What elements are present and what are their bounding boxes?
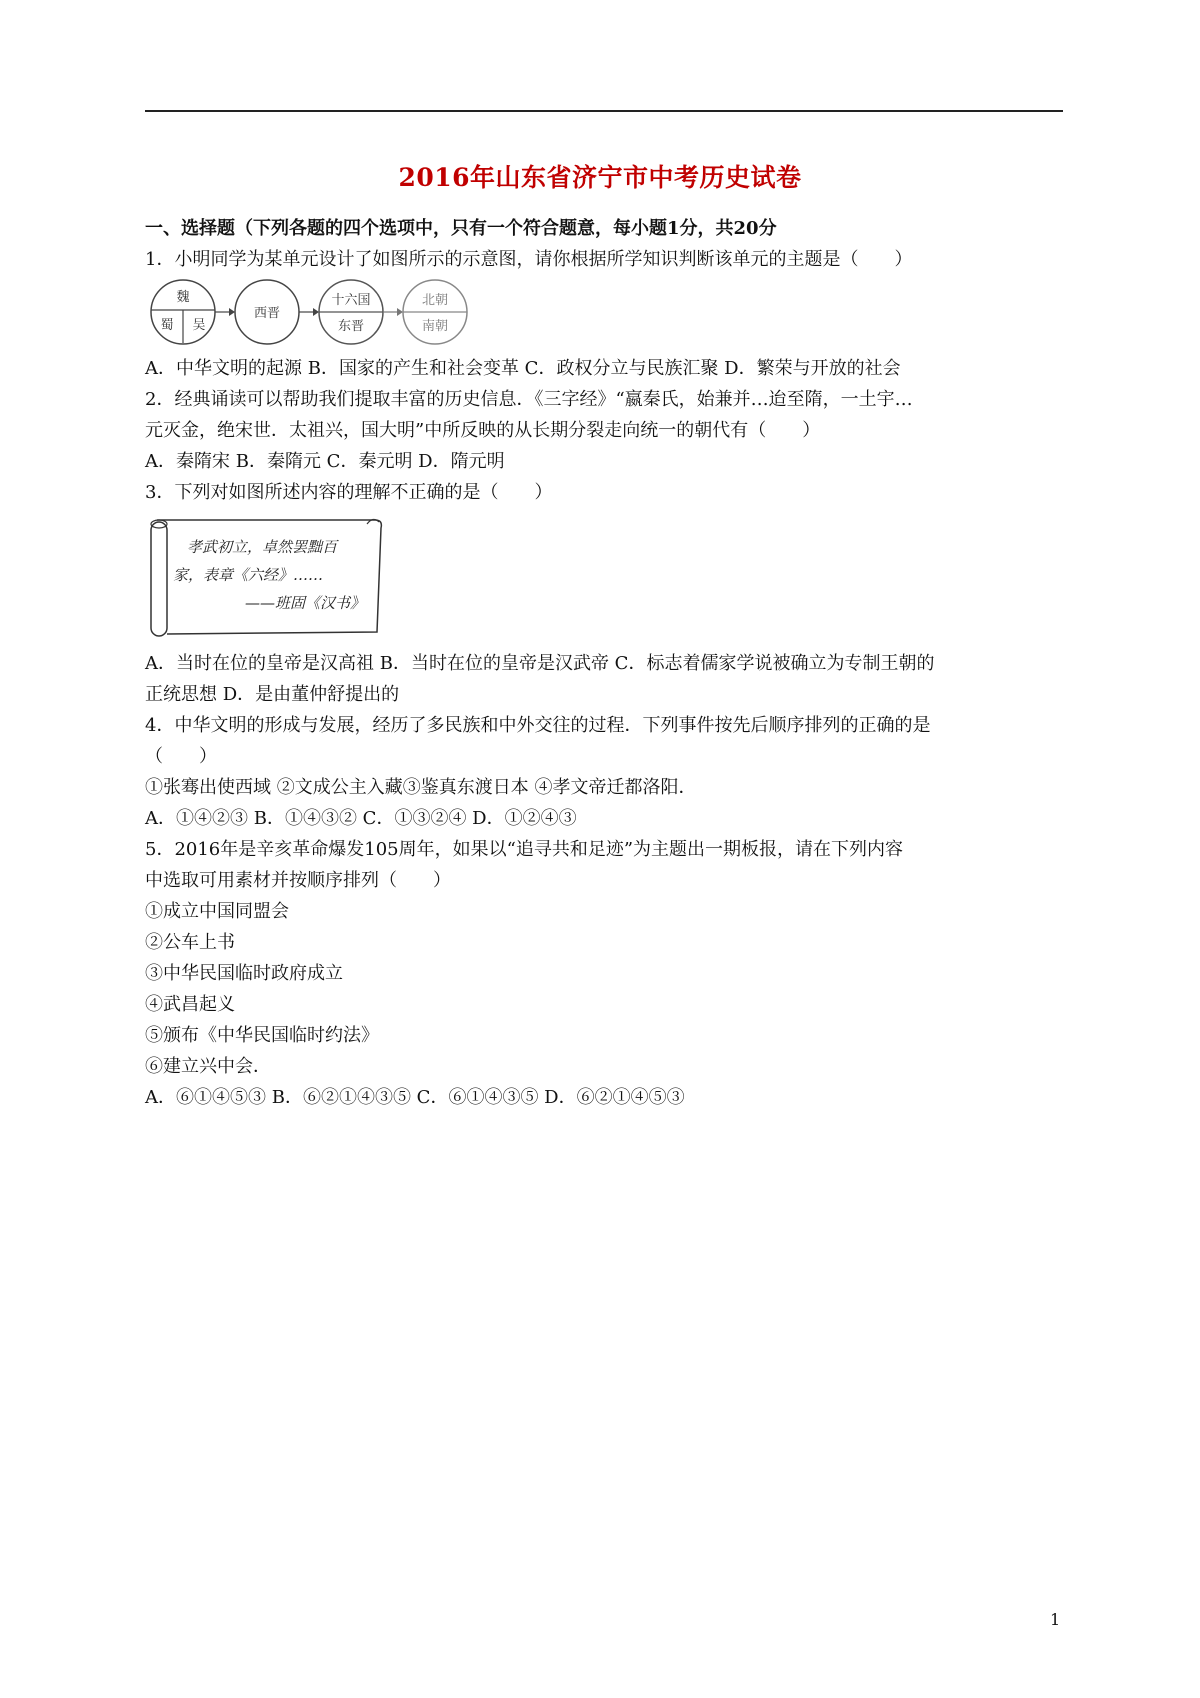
label-dongjin: 东晋	[337, 319, 365, 334]
page-title: 2016年山东省济宁市中考历史试卷	[398, 163, 802, 192]
label-beichao: 北朝	[421, 293, 449, 308]
q5-options: A．⑥①④⑤③ B．⑥②①④③⑤ C．⑥①④③⑤ D．⑥②①④⑤③	[145, 1087, 685, 1108]
q5-stem-1: 5．2016年是辛亥革命爆发105周年，如果以“追寻共和足迹”为主题出一期板报，请在下列内容	[145, 839, 904, 860]
q1-stem: 1．小明同学为某单元设计了如图所示的示意图，请你根据所学知识判断该单元的主题是（ ）	[145, 249, 913, 270]
q1-options: A．中华文明的起源 B．国家的产生和社会变革 C．政权分立与民族汇聚 D．繁荣与开放的社会	[145, 358, 901, 379]
q5-item: ⑤颁布《中华民国临时约法》	[145, 1025, 379, 1046]
q5-item: ①成立中国同盟会	[145, 901, 289, 922]
label-xijin: 西晋	[253, 306, 281, 321]
q5-item: ⑥建立兴中会．	[145, 1056, 271, 1077]
scroll-line-3: ——班固《汉书》	[245, 594, 366, 612]
q5-item: ④武昌起义	[145, 994, 235, 1015]
label-nanchao: 南朝	[421, 319, 449, 334]
q2-options: A．秦隋宋 B．秦隋元 C．秦元明 D．隋元明	[145, 451, 505, 472]
exam-body	[145, 213, 1070, 1113]
q5-stem-2: 中选取可用素材并按顺序排列（ ）	[145, 870, 451, 891]
q3-stem: 3．下列对如图所述内容的理解不正确的是（ ）	[145, 482, 553, 503]
q3-options-2: 正统思想 D．是由董仲舒提出的	[145, 684, 400, 705]
scroll-roller	[151, 522, 167, 636]
q2-stem-2: 元灭金，绝宋世．太祖兴，国大明”中所反映的从长期分裂走向统一的朝代有（ ）	[145, 420, 821, 441]
q5-item: ②公车上书	[145, 932, 235, 953]
label-wu: 吴	[192, 318, 206, 333]
q3-scroll-image	[145, 512, 390, 642]
q2-stem-1: 2．经典诵读可以帮助我们提取丰富的历史信息．《三字经》“嬴秦氏，始兼并…迨至隋，一土宇…	[145, 389, 913, 410]
header-rule	[145, 110, 1063, 112]
label-shiliuguo: 十六国	[331, 293, 371, 308]
q1-dynasty-diagram	[145, 277, 475, 347]
q4-events: ①张骞出使西域 ②文成公主入藏③鉴真东渡日本 ④孝文帝迁都洛阳．	[145, 777, 697, 798]
q5-item: ③中华民国临时政府成立	[145, 963, 343, 984]
scroll-line-2: 家，表章《六经》……	[173, 566, 324, 584]
q4-stem-2: （ ）	[145, 746, 217, 767]
scroll-line-1: 孝武初立，卓然罢黜百	[187, 538, 338, 556]
label-wei: 魏	[176, 290, 190, 305]
q4-stem-1: 4．中华文明的形成与发展，经历了多民族和中外交往的过程．下列事件按先后顺序排列的正确的是	[145, 715, 931, 736]
q4-options: A．①④②③ B．①④③② C．①③②④ D．①②④③	[145, 808, 577, 829]
page-number: 1	[1050, 1610, 1061, 1629]
q3-options-1: A．当时在位的皇帝是汉高祖 B．当时在位的皇帝是汉武帝 C．标志着儒家学说被确立为专制王朝的	[145, 653, 935, 674]
label-shu: 蜀	[160, 318, 174, 333]
section-heading: 一、选择题（下列各题的四个选项中，只有一个符合题意，每小题1分，共20分	[145, 218, 777, 239]
